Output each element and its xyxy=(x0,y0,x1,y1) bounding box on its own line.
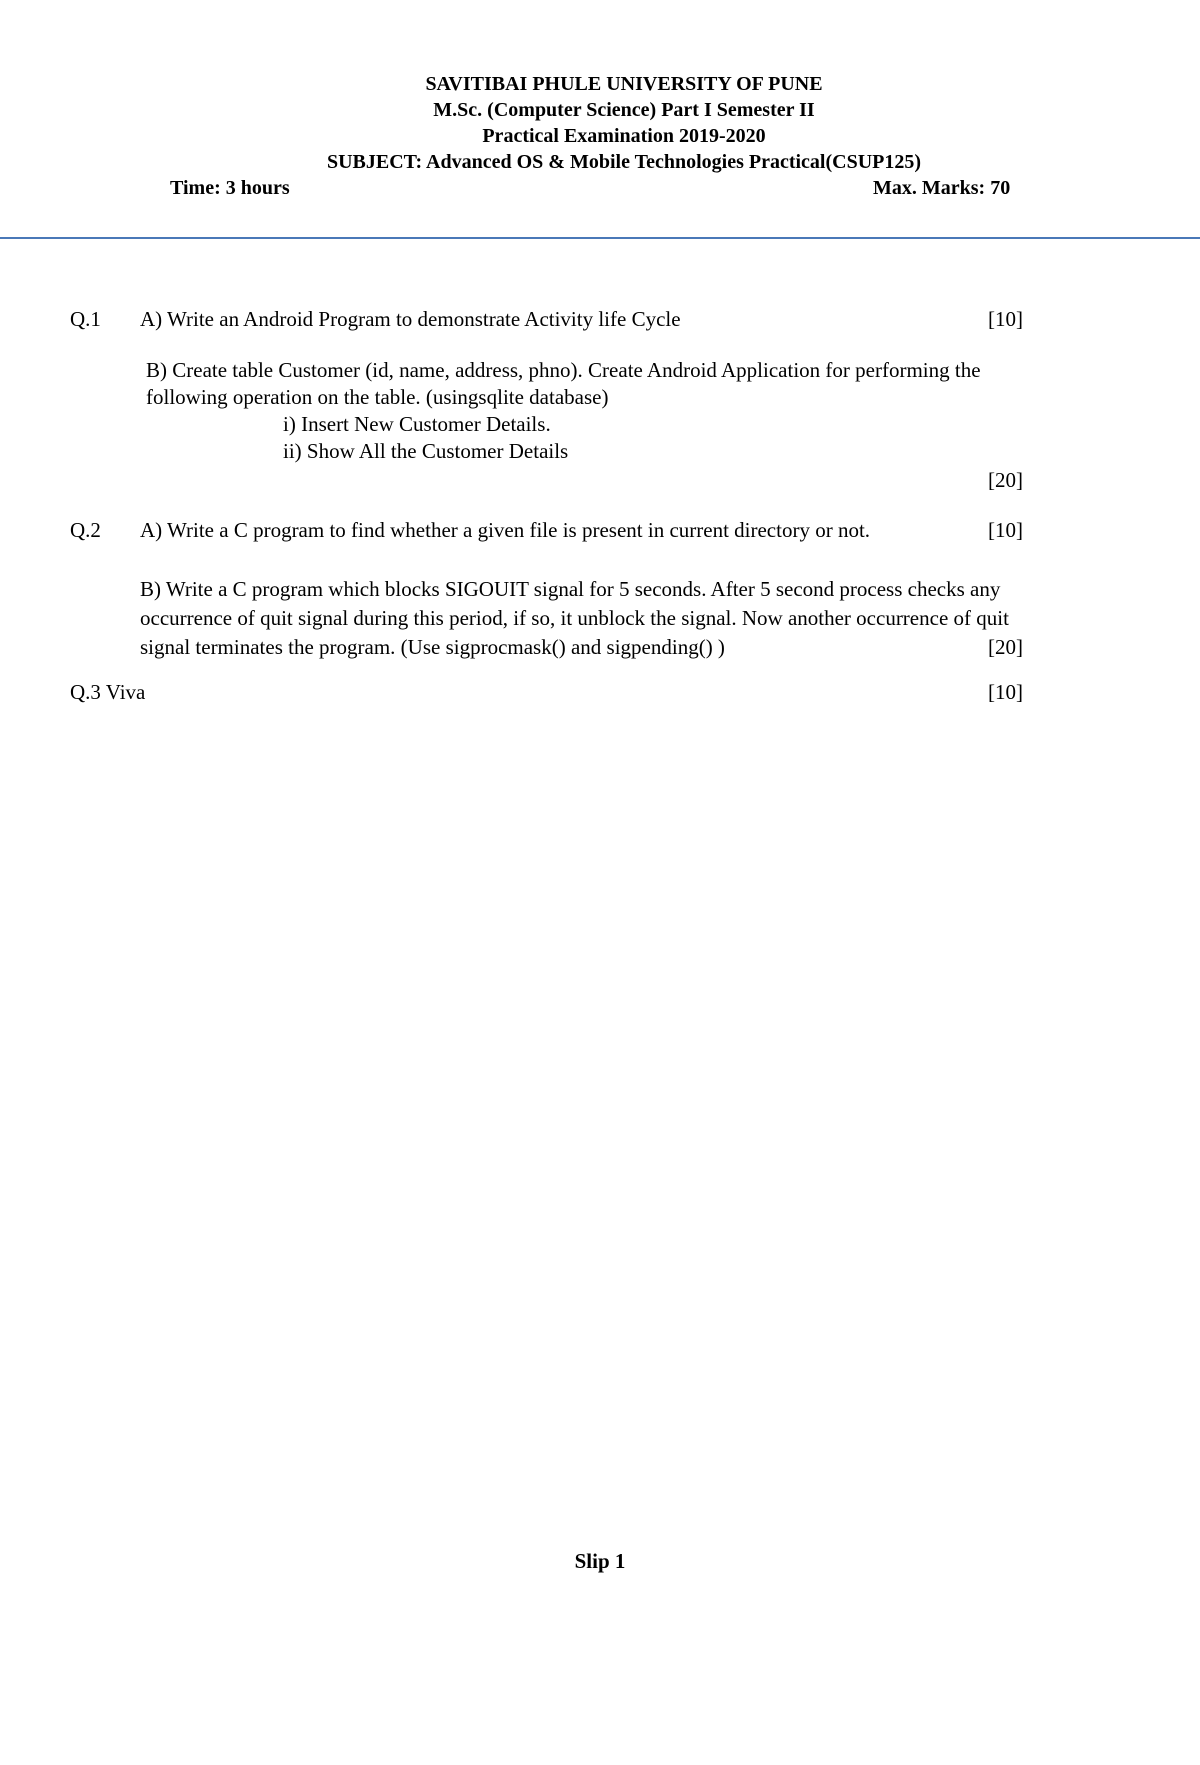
q2a-marks: [10] xyxy=(988,518,1023,542)
q1a-text: A) Write an Android Program to demonstrate Activity life Cycle xyxy=(140,307,681,331)
subject-title: SUBJECT: Advanced OS & Mobile Technologies Practical(CSUP125) xyxy=(326,151,922,173)
q1b-line-2: following operation on the table. (usingsqlite database) xyxy=(146,385,609,409)
q3-marks: [10] xyxy=(988,680,1023,704)
header-divider xyxy=(0,237,1200,239)
q2b-line-3: signal terminates the program. (Use sigprocmask() and sigpending() ) xyxy=(140,635,725,659)
exam-title: Practical Examination 2019-2020 xyxy=(482,125,766,147)
q1b-subitem-1: i) Insert New Customer Details. xyxy=(283,412,551,436)
time-label: Time: 3 hours xyxy=(170,177,290,199)
q1b-marks: [20] xyxy=(988,468,1023,492)
q2b-line-1: B) Write a C program which blocks SIGOUIT signal for 5 seconds. After 5 second process checks any xyxy=(140,577,1001,601)
q2b-line-2: occurrence of quit signal during this period, if so, it unblock the signal. Now another occurrence of quit xyxy=(140,606,1009,630)
university-title: SAVITIBAI PHULE UNIVERSITY OF PUNE xyxy=(425,73,823,95)
question-number-q2: Q.2 xyxy=(70,518,101,542)
question-number-q1: Q.1 xyxy=(70,307,101,331)
q2b-marks: [20] xyxy=(988,635,1023,659)
q1a-marks: [10] xyxy=(988,307,1023,331)
question-q3-viva: Q.3 Viva xyxy=(70,680,146,704)
q1b-subitem-2: ii) Show All the Customer Details xyxy=(283,439,569,463)
course-title: M.Sc. (Computer Science) Part I Semester II xyxy=(433,99,815,121)
q2a-text: A) Write a C program to find whether a given file is present in current directory or not. xyxy=(140,518,871,542)
slip-number: Slip 1 xyxy=(574,1549,626,1573)
max-marks-label: Max. Marks: 70 xyxy=(873,177,1011,199)
q1b-line-1: B) Create table Customer (id, name, address, phno). Create Android Application for performing the xyxy=(146,358,981,382)
